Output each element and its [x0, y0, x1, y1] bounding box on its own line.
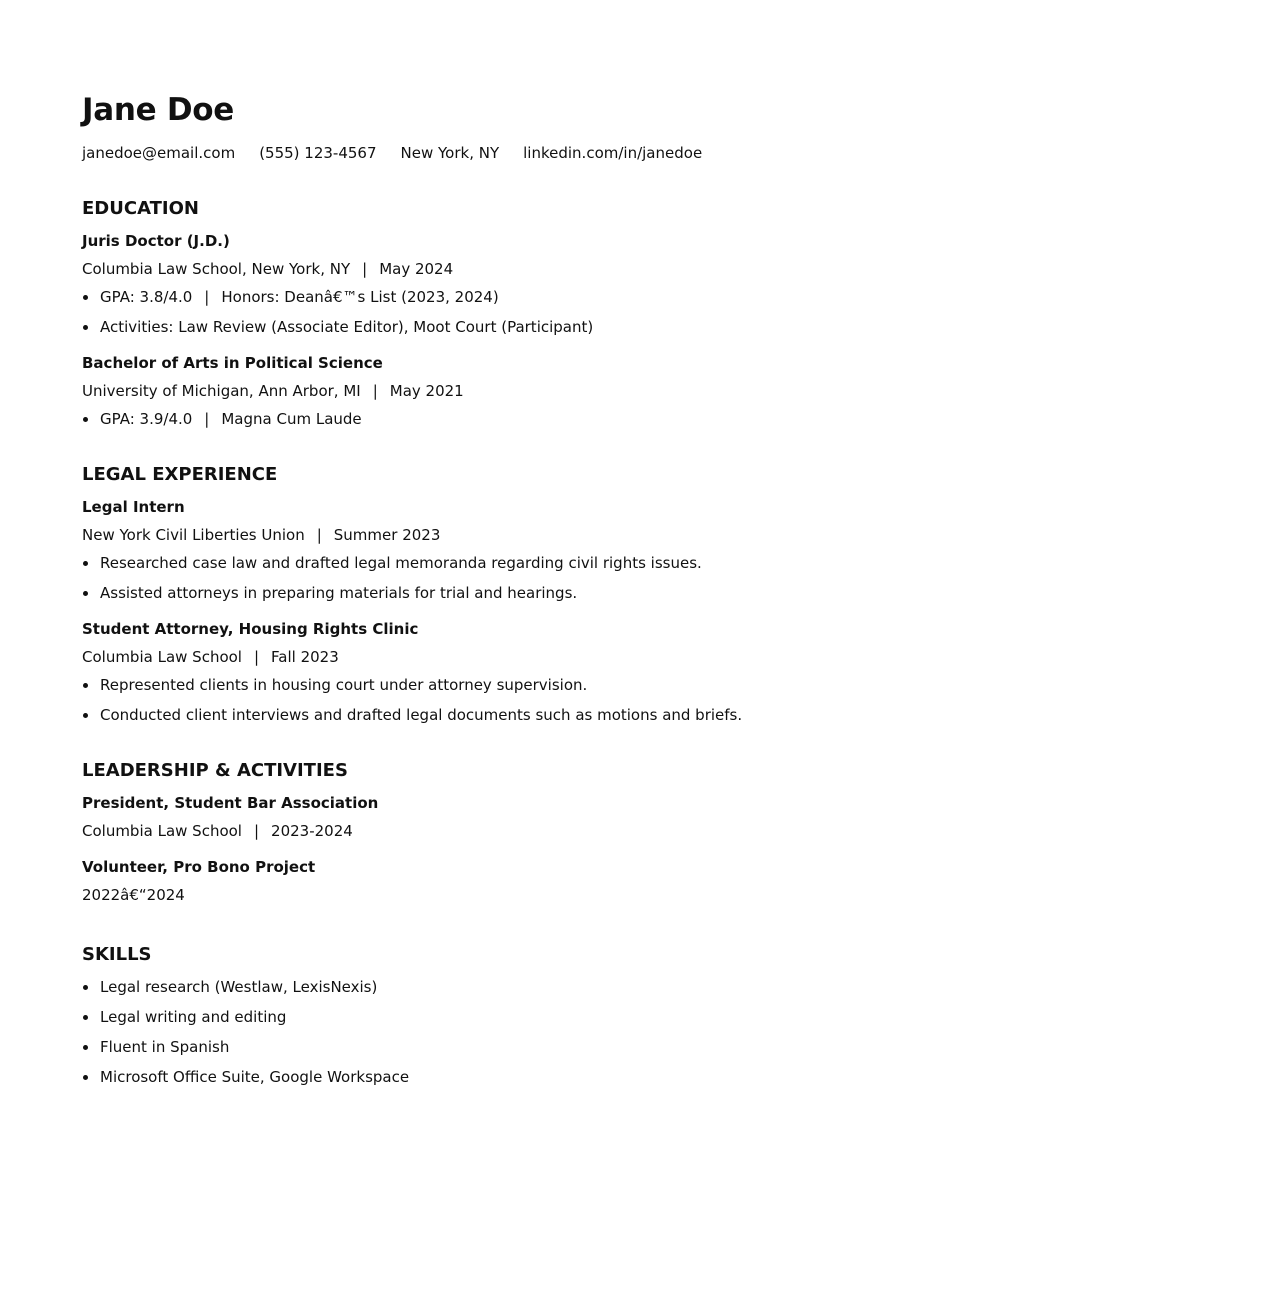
honors-text: Honors: Deanâ€™s List (2023, 2024)	[221, 288, 499, 306]
skill-item: Microsoft Office Suite, Google Workspace	[82, 1066, 1182, 1088]
bullet-list	[82, 286, 1182, 338]
entry-meta	[82, 646, 1182, 668]
separator: |	[316, 526, 322, 544]
entry-meta	[82, 258, 1182, 280]
entry-date: 2022â€“2024	[82, 886, 185, 904]
entry-org: Columbia Law School	[82, 822, 242, 840]
entry-org: Columbia Law School	[82, 648, 242, 666]
entry-date: 2023-2024	[271, 822, 353, 840]
entry-title: Legal Intern	[82, 498, 185, 516]
contact-phone: (555) 123-4567	[259, 144, 377, 162]
section-title: LEGAL EXPERIENCE	[82, 464, 278, 485]
leadership-entry	[82, 856, 1182, 906]
skills-list	[82, 976, 1182, 1088]
skill-item: Fluent in Spanish	[82, 1036, 1182, 1058]
entry-date: Fall 2023	[271, 648, 339, 666]
entry-title: Student Attorney, Housing Rights Clinic	[82, 620, 419, 638]
entry-org: New York Civil Liberties Union	[82, 526, 305, 544]
entry-meta	[82, 380, 1182, 402]
list-item: Researched case law and drafted legal memoranda regarding civil rights issues.	[82, 552, 1182, 574]
contact-linkedin: linkedin.com/in/janedoe	[523, 144, 703, 162]
bullet-list	[82, 552, 1182, 604]
separator: |	[372, 382, 378, 400]
entry-date: Summer 2023	[333, 526, 441, 544]
entry-title: Volunteer, Pro Bono Project	[82, 858, 316, 876]
bullet-list	[82, 408, 1182, 430]
list-item	[82, 408, 1182, 430]
leadership-entry	[82, 792, 1182, 842]
skill-item: Legal writing and editing	[82, 1006, 1182, 1028]
gpa-text: GPA: 3.8/4.0	[100, 288, 193, 306]
section-title: SKILLS	[82, 944, 152, 965]
entry-meta	[82, 524, 1182, 546]
skill-item: Legal research (Westlaw, LexisNexis)	[82, 976, 1182, 998]
contact-location: New York, NY	[400, 144, 500, 162]
entry-date: May 2024	[379, 260, 454, 278]
list-item	[82, 286, 1182, 308]
list-item: Assisted attorneys in preparing materials for trial and hearings.	[82, 582, 1182, 604]
separator: |	[362, 260, 368, 278]
skills-section	[82, 942, 1182, 1088]
separator: |	[204, 410, 210, 428]
entry-date: May 2021	[389, 382, 464, 400]
entry-org: Columbia Law School, New York, NY	[82, 260, 351, 278]
experience-entry	[82, 496, 1182, 604]
entry-meta	[82, 820, 1182, 842]
education-entry	[82, 352, 1182, 430]
list-item: Represented clients in housing court under attorney supervision.	[82, 674, 1182, 696]
experience-entry	[82, 618, 1182, 726]
entry-org: University of Michigan, Ann Arbor, MI	[82, 382, 361, 400]
separator: |	[253, 648, 260, 666]
gpa-text: GPA: 3.9/4.0	[100, 410, 193, 428]
experience-section	[82, 462, 1182, 726]
candidate-name: Jane Doe	[82, 92, 234, 128]
entry-title: Bachelor of Arts in Political Science	[82, 354, 383, 372]
entry-title: President, Student Bar Association	[82, 794, 379, 812]
bullet-list	[82, 674, 1182, 726]
resume-page	[82, 88, 1182, 1096]
section-title: LEADERSHIP & ACTIVITIES	[82, 760, 348, 781]
list-item: Activities: Law Review (Associate Editor), Moot Court (Participant)	[82, 316, 1182, 338]
contact-line	[82, 142, 1182, 164]
contact-email: janedoe@email.com	[82, 144, 236, 162]
separator: |	[253, 822, 260, 840]
separator: |	[204, 288, 210, 306]
leadership-section	[82, 758, 1182, 906]
honors-text: Magna Cum Laude	[221, 410, 362, 428]
education-section	[82, 196, 1182, 430]
education-entry	[82, 230, 1182, 338]
list-item: Conducted client interviews and drafted legal documents such as motions and briefs.	[82, 704, 1182, 726]
entry-title: Juris Doctor (J.D.)	[82, 232, 230, 250]
section-title: EDUCATION	[82, 198, 199, 219]
